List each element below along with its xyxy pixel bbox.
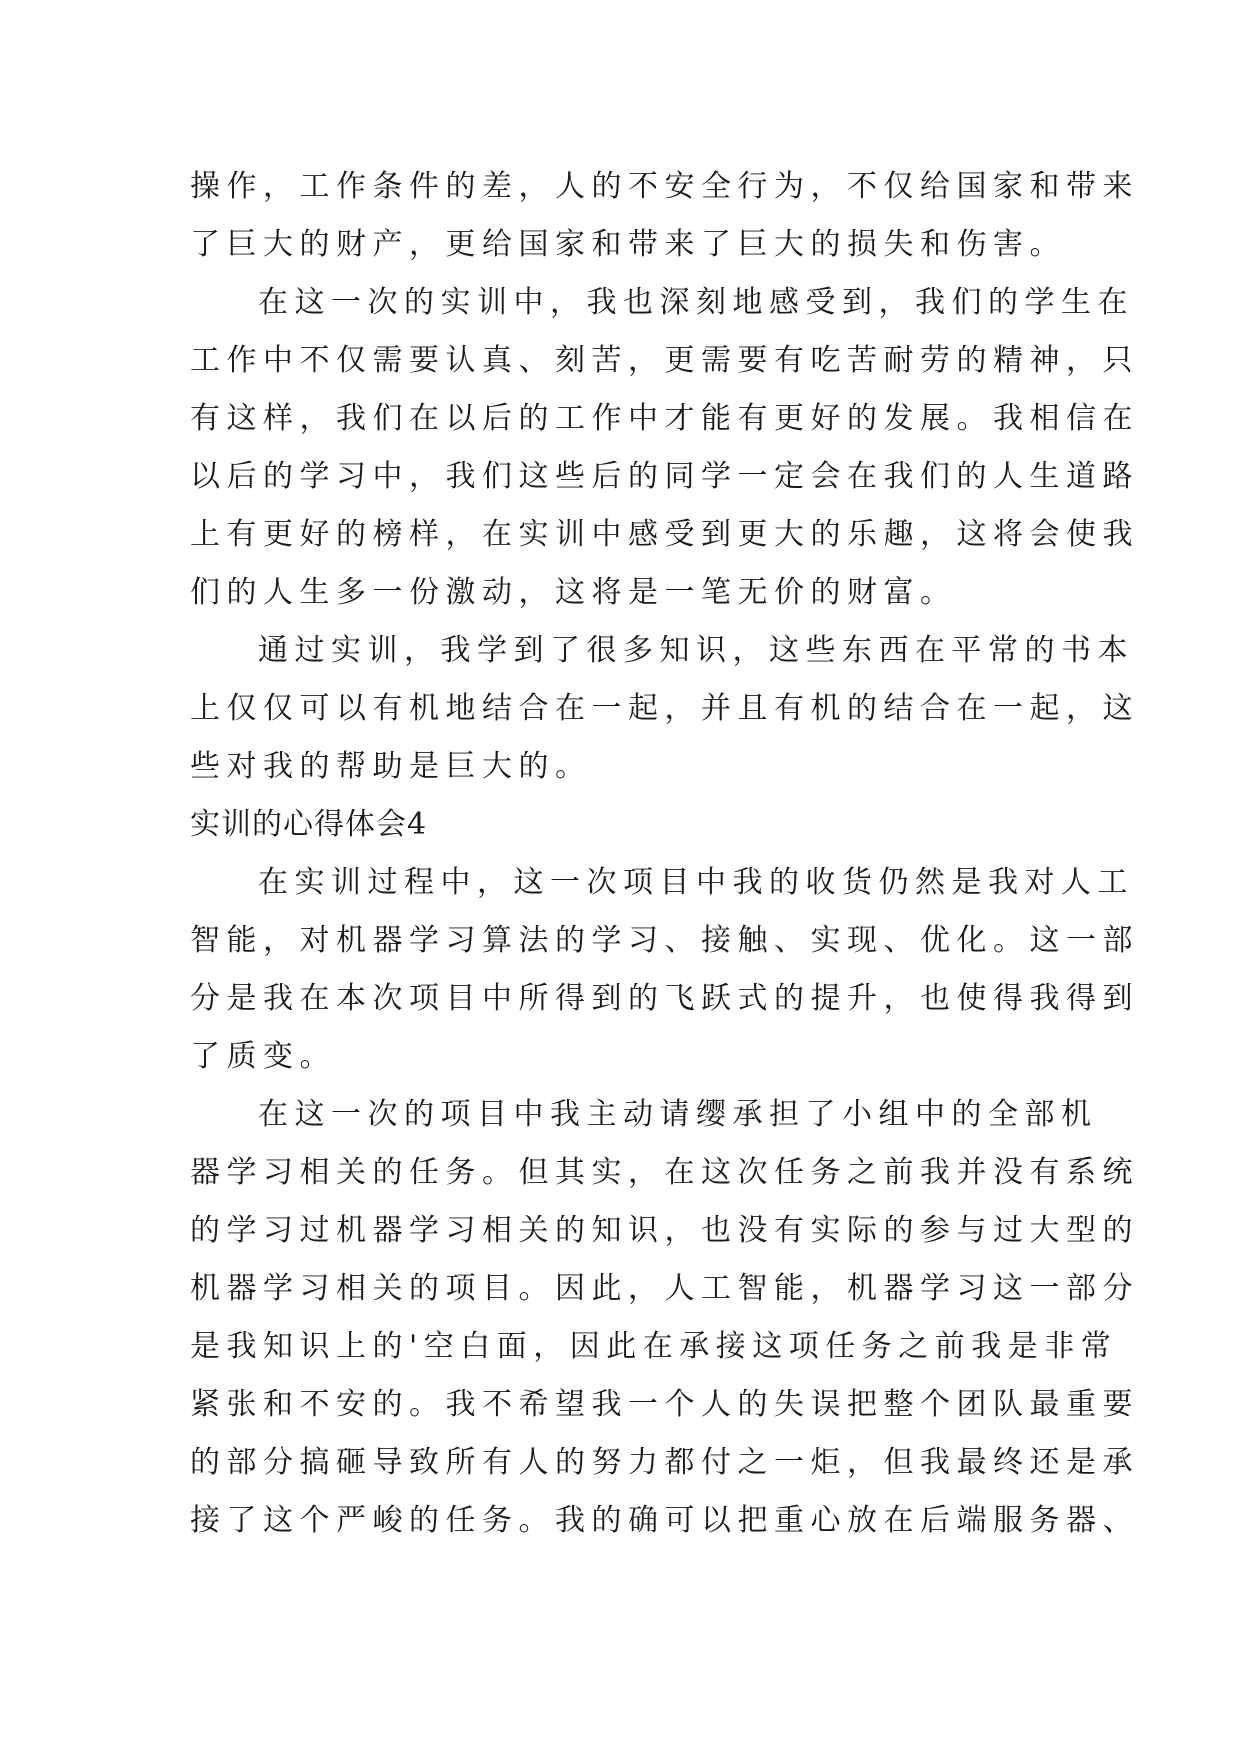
text-line: 通过实训，我学到了很多知识，这些东西在平常的书本: [258, 633, 1134, 668]
text-line: 分是我在本次项目中所得到的飞跃式的提升，也使得我得到: [190, 981, 1139, 1016]
text-line: 操作，工作条件的差，人的不安全行为，不仅给国家和带来: [190, 169, 1139, 204]
text-line: 的部分搞砸导致所有人的努力都付之一炬，但我最终还是承: [190, 1445, 1139, 1480]
paragraph-1: [190, 158, 1139, 274]
paragraph-4: [190, 854, 1139, 1086]
text-line: 工作中不仅需要认真、刻苦，更需要有吃苦耐劳的精神，只: [190, 343, 1139, 378]
text-line: 智能，对机器学习算法的学习、接触、实现、优化。这一部: [190, 923, 1139, 958]
document-body: [190, 158, 1139, 1550]
text-line: 的学习过机器学习相关的知识，也没有实际的参与过大型的: [190, 1213, 1139, 1248]
text-line: 器学习相关的任务。但其实，在这次任务之前我并没有系统: [190, 1155, 1139, 1190]
text-line: 了巨大的财产，更给国家和带来了巨大的损失和伤害。: [190, 227, 1066, 262]
paragraph-5: [190, 1086, 1139, 1550]
text-line: 以后的学习中，我们这些后的同学一定会在我们的人生道路: [190, 459, 1139, 494]
paragraph-3: [190, 622, 1139, 796]
text-line: 上有更好的榜样，在实训中感受到更大的乐趣，这将会使我: [190, 517, 1139, 552]
text-line: 上仅仅可以有机地结合在一起，并且有机的结合在一起，这: [190, 691, 1139, 726]
section-heading: 实训的心得体会4: [190, 807, 428, 842]
text-line: 些对我的帮助是巨大的。: [190, 749, 592, 784]
text-line: 接了这个严峻的任务。我的确可以把重心放在后端服务器、: [190, 1503, 1139, 1538]
text-line: 紧张和不安的。我不希望我一个人的失误把整个团队最重要: [190, 1387, 1139, 1422]
text-line: 是我知识上的'空白面，因此在承接这项任务之前我是非常: [190, 1329, 1118, 1364]
text-line: 机器学习相关的项目。因此，人工智能，机器学习这一部分: [190, 1271, 1139, 1306]
text-line: 有这样，我们在以后的工作中才能有更好的发展。我相信在: [190, 401, 1139, 436]
text-line: 在这一次的实训中，我也深刻地感受到，我们的学生在: [258, 285, 1134, 320]
text-line: 了质变。: [190, 1039, 336, 1074]
text-line: 们的人生多一份激动，这将是一笔无价的财富。: [190, 575, 957, 610]
text-line: 在实训过程中，这一次项目中我的收货仍然是我对人工: [258, 865, 1134, 900]
text-line: 在这一次的项目中我主动请缨承担了小组中的全部机: [258, 1097, 1098, 1132]
paragraph-2: [190, 274, 1139, 622]
